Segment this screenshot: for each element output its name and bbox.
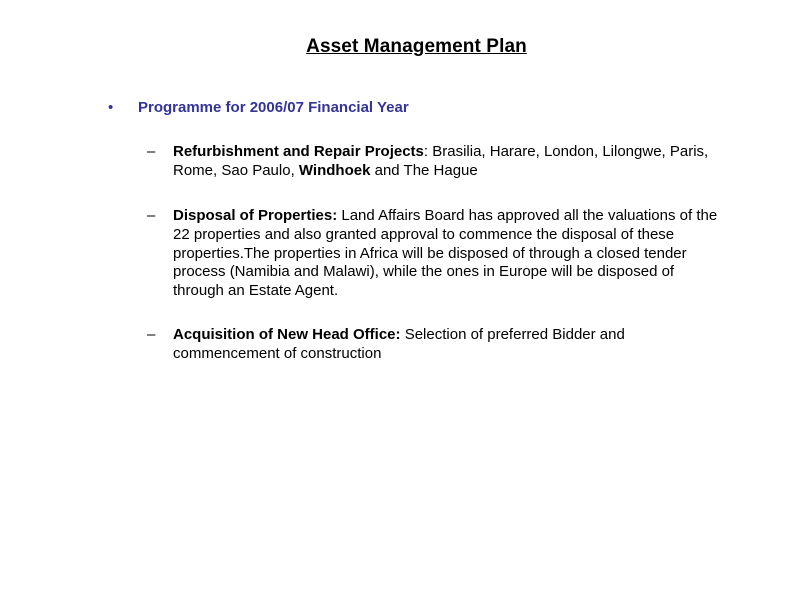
sub-item-refurbishment-cities: : Brasilia, Harare, London, Lilongwe, Paris, Rome, Sao Paulo, xyxy=(173,143,709,179)
sub-item-refurbishment-windhoek: Windhoek xyxy=(298,161,371,179)
slide-title: Asset Management Plan xyxy=(306,36,527,57)
sub-item-acquisition-text xyxy=(173,326,728,364)
sub-item-acquisition-body: Selection of preferred Bidder and commencement of construction xyxy=(173,326,625,362)
sub-item-disposal-heading: Disposal of Properties: xyxy=(173,207,338,224)
dash-marker: – xyxy=(147,143,156,160)
sub-item-refurbishment-tail: and The Hague xyxy=(370,161,478,179)
sub-item-acquisition-heading: Acquisition of New Head Office: xyxy=(173,326,401,343)
sub-item-refurbishment-text xyxy=(173,143,728,181)
bullet-programme-text: Programme for 2006/07 Financial Year xyxy=(138,99,409,116)
sub-item-disposal-body: Land Affairs Board has approved all the valuations of the 22 properties and also granted approval to commence the disposal of these properties.The properties in Africa will be disposed of through a closed tender process (Namibia and Malawi), while the ones in Europe will be disposed of through an Estate Agent. xyxy=(173,207,718,300)
dash-marker: – xyxy=(147,207,156,224)
dash-marker: – xyxy=(147,326,156,343)
bullet-marker: • xyxy=(108,99,114,116)
sub-item-disposal-text xyxy=(173,207,728,301)
sub-item-refurbishment-heading: Refurbishment and Repair Projects xyxy=(173,143,424,160)
